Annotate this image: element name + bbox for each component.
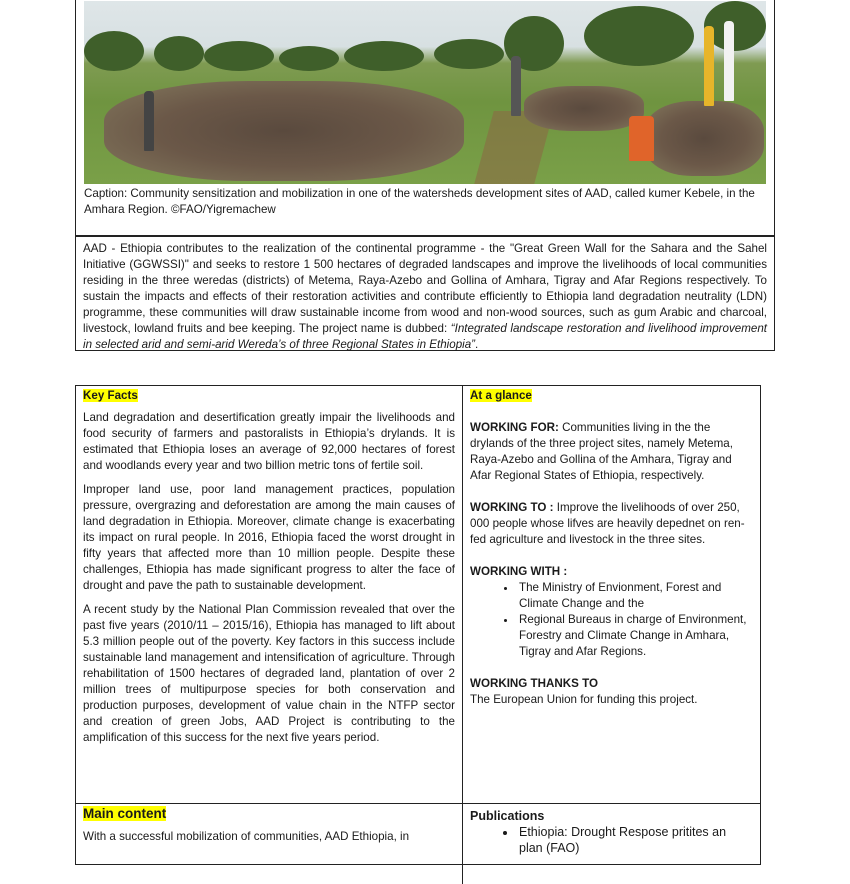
working-for-label: WORKING FOR: xyxy=(470,421,559,434)
main-content-cell xyxy=(76,804,463,884)
publications-list xyxy=(470,824,753,856)
at-a-glance-heading: At a glance xyxy=(470,389,532,402)
intro-end: . xyxy=(475,338,479,351)
list-item: • Regional Bureaus in charge of Environment, Forestry and Climate Change in Amhara, Tigray and Afar Regions. xyxy=(517,612,753,660)
working-to-text: Improve the livelihoods of over 250, 000 people whose lifves are heavily depednet on ren-fed agriculture and livestock in the three sites. xyxy=(470,501,745,546)
photo-caption: Caption: Community sensitization and mobilization in one of the watersheds development sites of AAD, called kumer Kebele, in the Amhara Region. ©FAO/Yigremachew xyxy=(84,187,755,216)
working-thanks-text: The European Union for funding this project. xyxy=(470,693,698,706)
project-name: “Integrated landscape restoration and livelihood improvement in selected arid and semi-arid Wereda’s of three Regional States in Ethiopia” xyxy=(83,322,767,351)
publications-cell xyxy=(463,804,760,884)
main-content-text: With a successful mobilization of communities, AAD Ethiopia, in xyxy=(83,830,410,843)
working-with-list xyxy=(470,580,753,660)
community-photo xyxy=(84,1,766,184)
key-facts-cell xyxy=(76,386,463,804)
working-thanks-label: WORKING THANKS TO xyxy=(470,677,598,690)
publication-link[interactable]: • Ethiopia: Drought Respose pritites an plan (FAO) xyxy=(517,824,753,856)
key-facts-paragraph: A recent study by the National Plan Commission revealed that over the past five years (2010/11 – 2015/16), Ethiopia has managed to lift about 5.3 million people out of the poverty. Key factors in this success include sustainable land management and intensification of agriculture. Through rehabilitation of 1500 hectares of degraded land, plantation of over 2 million trees of multipurpose species for both conservation and production purposes, development of value chain in the NTFP sector and creation of green Jobs, AAD Project is contributing to the amplification of this success for the next five years period. xyxy=(83,603,455,744)
intro-text: AAD - Ethiopia contributes to the realization of the continental programme - the "Great Green Wall for the Sahara and the Sahel Initiative (GGWSSI)" and seeks to restore 1 500 hectares of degraded landscapes and improve the livelihoods of local communities residing in the three weredas (districts) of Metema, Raya-Azebo and Gollina of Amhara, Tigray and Afar Regions respectively. To sustain the impacts and effects of their restoration activities and contribute efficiently to Ethiopia land degradation neutrality (LDN) programme, these communities will draw sustainable income from wood and non-wood sources, such as gum Arabic and charcoal, livestock, lowland fruits and bee keeping. The project name is dubbed: xyxy=(83,242,767,335)
publications-heading: Publications xyxy=(470,809,545,823)
key-facts-heading: Key Facts xyxy=(83,389,138,402)
main-content-heading: Main content xyxy=(83,806,167,821)
photo-frame xyxy=(75,0,775,236)
working-with-label: WORKING WITH : xyxy=(470,565,568,578)
working-to-label: WORKING TO : xyxy=(470,501,554,514)
facts-table xyxy=(75,385,761,865)
list-item: • The Ministry of Envionment, Forest and Climate Change and the xyxy=(517,580,753,612)
key-facts-paragraph: Land degradation and desertification greatly impair the livelihoods and food security of farmers and pastoralists in Ethiopia’s drylands. It is estimated that Ethiopia loses an average of 92,000 hectares of forest and woodlands every year and two billion metric tons of fertile soil. xyxy=(83,411,455,472)
intro-paragraph xyxy=(75,236,775,351)
working-for-text: Communities living in the the drylands of the three project sites, namely Metema, Raya-Azebo and Gollina of the Amhara, Tigray and Afar Regional States of Ethiopia, respectively. xyxy=(470,421,733,482)
key-facts-paragraph: Improper land use, poor land management practices, population pressure, overgrazing and deforestation are among the main causes of land degradation in Ethiopia. Moreover, climate change is exacerbating its impact on rural people. In 2016, Ethiopia faced the worst drought in fifty years that affected more than 10 million people. Despite these challenges, Ethiopia has made significant progress to alter the face of drought and pave the path to sustainable development. xyxy=(83,483,455,592)
at-a-glance-cell xyxy=(463,386,760,804)
